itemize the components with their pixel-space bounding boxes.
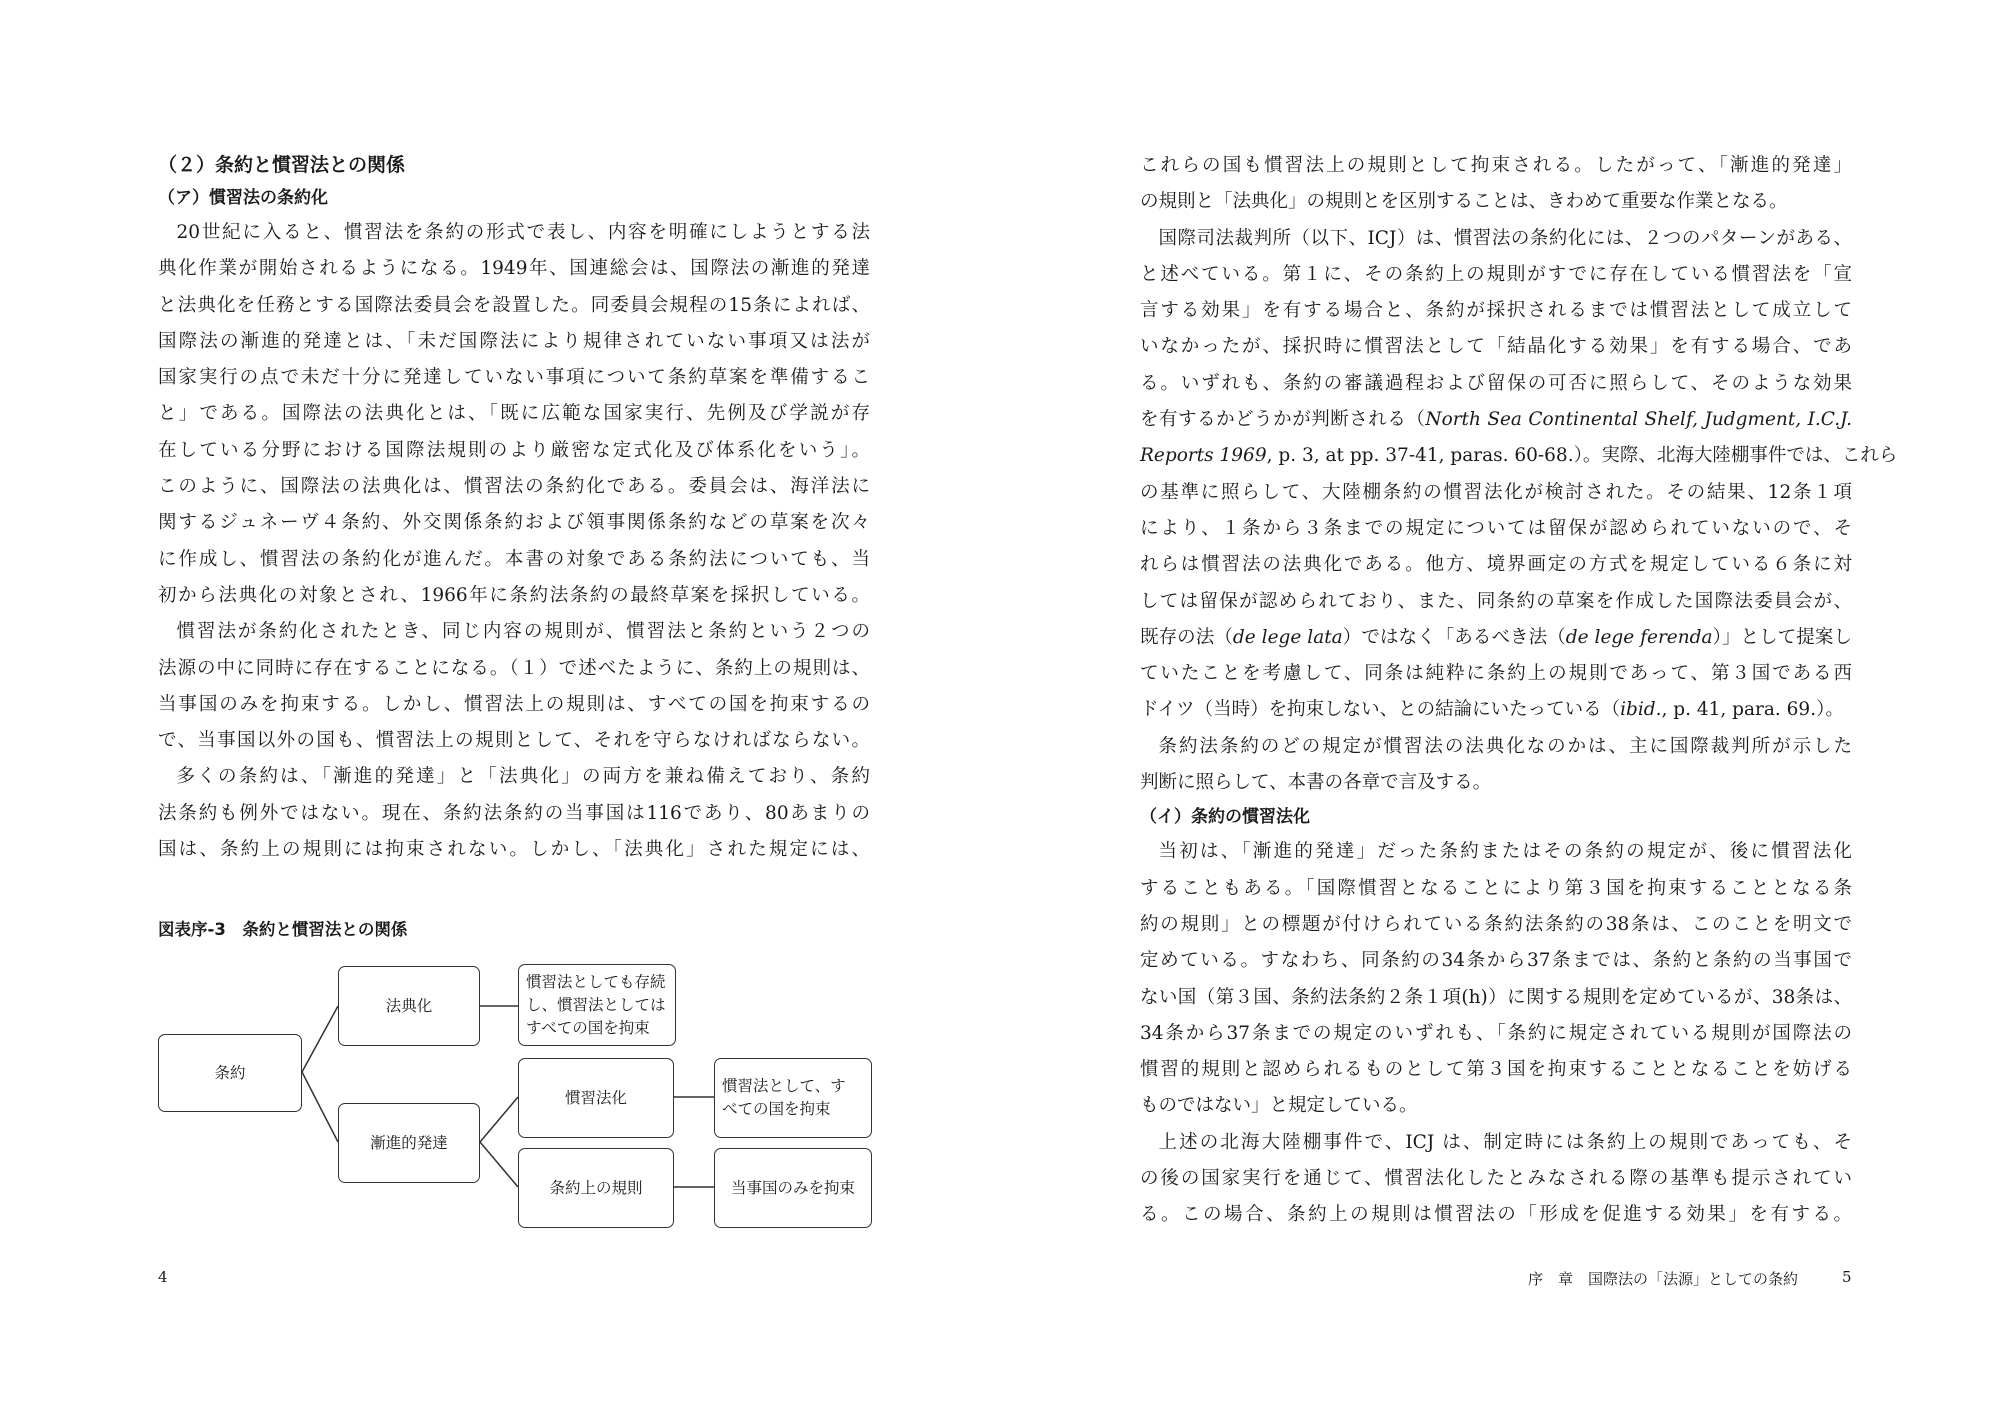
paragraph — [158, 759, 870, 868]
text-line: ていたことを考慮して、同条は純粋に条約上の規則であって、第３国である西 — [1140, 663, 1852, 685]
text-line: このように、国際法の法典化は、慣習法の条約化である。委員会は、海洋法に — [158, 476, 870, 498]
node-label: 慣習法化 — [564, 1088, 627, 1107]
case-name-italic: North Sea Continental Shelf, Judgment, I.C.J. — [1425, 409, 1852, 431]
connector-line — [302, 1006, 338, 1072]
text-span: , p. 41, para. 69.）。 — [1661, 699, 1844, 721]
text-line: の規則と「法典化」の規則とを区別することは、きわめて重要な作業となる。 — [1140, 191, 1788, 213]
page-number: 5 — [1842, 1268, 1852, 1286]
lex-line — [1140, 620, 1852, 656]
node-progressive-development — [338, 1103, 480, 1183]
text-line: 約の規則」との標題が付けられている条約法条約の38条は、このことを明文で — [1140, 913, 1852, 935]
text-line: ない国（第３国、条約法条約２条１項(h)）に関する規則を定めているが、38条は、 — [1140, 986, 1852, 1008]
ibid-line — [1140, 692, 1852, 728]
text-line: と法典化を任務とする国際法委員会を設置した。同委員会規程の15条によれば、 — [158, 294, 870, 316]
text-span: ）ではなく「あるべき法（ — [1342, 626, 1566, 648]
text-line: の後の国家実行を通じて、慣習法化したとみなされる際の基準も提示されてい — [1140, 1168, 1852, 1190]
text-line: いなかったが、採択時に慣習法として「結晶化する効果」を有する場合、であ — [1140, 336, 1852, 358]
citation-line — [1140, 438, 1898, 474]
left-text-column — [158, 148, 870, 868]
text-span: , p. 3, at pp. 37-41, paras. 60-68.）。実際、北海大陸棚事件では、これら — [1266, 445, 1898, 467]
citation-line — [1140, 402, 1852, 438]
text-line: と述べている。第１に、その条約上の規則がすでに存在している慣習法を「宣 — [1140, 263, 1852, 285]
latin-italic: de lege lata — [1232, 626, 1343, 648]
text-line: 慣習的規則と認められるものとして第３国を拘束することとなることを妨げる — [1140, 1059, 1852, 1081]
text-span: を有するかどうかが判断される（ — [1140, 409, 1426, 431]
node-codification-effect — [518, 964, 676, 1046]
paragraph — [1140, 729, 1852, 802]
connector-line — [480, 1142, 518, 1187]
node-label-line: すべての国を拘束 — [526, 1018, 650, 1037]
connector-line — [480, 1097, 518, 1142]
node-label-line: 慣習法としても存続 — [526, 972, 666, 991]
right-text-column — [1140, 148, 1898, 1234]
text-line: 初から法典化の対象とされ、1966年に条約法条約の最終草案を採択している。 — [158, 584, 870, 606]
text-line: る。いずれも、条約の審議過程および留保の可否に照らして、そのような効果 — [1140, 372, 1852, 394]
section-heading: （２）条約と慣習法との関係 — [158, 154, 406, 176]
node-customization-effect — [714, 1058, 872, 1138]
node-label-line: 慣習法として、す — [722, 1077, 846, 1095]
paragraph — [158, 614, 870, 759]
text-line: ものではない」と規定している。 — [1140, 1095, 1418, 1117]
sub-heading-a: （ア）慣習法の条約化 — [158, 188, 328, 208]
text-line: 20世紀に入ると、慣習法を条約の形式で表し、内容を明確にしようとする法 — [176, 222, 870, 243]
node-codification — [338, 966, 480, 1046]
figure-caption: 図表序-3 条約と慣習法との関係 — [158, 920, 408, 939]
page-number: 4 — [158, 1268, 168, 1286]
text-line: 当初は、「漸進的発達」だった条約またはその条約の規定が、後に慣習法化 — [1158, 841, 1852, 863]
text-line: 在している分野における国際法規則のより厳密な定式化及び体系化をいう」。 — [158, 439, 870, 461]
reporter-italic: Reports 1969 — [1140, 445, 1267, 467]
text-line: 国際司法裁判所（以下、ICJ）は、慣習法の条約化には、２つのパターンがある、 — [1158, 227, 1852, 249]
node-treaty-rule-effect — [714, 1148, 872, 1228]
right-page — [1000, 0, 2000, 1416]
text-span: ドイツ（当時）を拘束しない、との結論にいたっている（ — [1140, 699, 1621, 721]
text-line: で、当事国以外の国も、慣習法上の規則として、それを守らなければならない。 — [158, 730, 870, 752]
text-line: 国は、条約上の規則には拘束されない。しかし、「法典化」された規定には、 — [158, 839, 870, 861]
text-line: 言する効果」を有する場合と、条約が採択されるまでは慣習法として成立して — [1140, 300, 1852, 322]
sub-heading-i: （イ）条約の慣習法化 — [1140, 807, 1310, 828]
node-label-line: べての国を拘束 — [722, 1100, 831, 1118]
text-line: 定めている。すなわち、同条約の34条から37条までは、条約と条約の当事国で — [1140, 950, 1852, 972]
text-line: れらは慣習法の法典化である。他方、境界画定の方式を規定している６条に対 — [1140, 554, 1852, 576]
text-line: 多くの条約は、「漸進的発達」と「法典化」の両方を兼ね備えており、条約 — [176, 766, 870, 788]
node-label: 法典化 — [385, 996, 433, 1015]
running-head: 序 章 国際法の「法源」としての条約 — [1528, 1270, 1799, 1288]
text-line: 関するジュネーヴ４条約、外交関係条約および領事関係条約などの草案を次々 — [158, 512, 870, 534]
text-line: 当事国のみを拘束する。しかし、慣習法上の規則は、すべての国を拘束するの — [158, 693, 870, 715]
text-line: 典化作業が開始されるようになる。1949年、国連総会は、国際法の漸進的発達 — [158, 258, 870, 280]
latin-italic: de lege ferenda — [1565, 626, 1713, 648]
text-line: 上述の北海大陸棚事件で、ICJ は、制定時には条約上の規則であっても、そ — [1158, 1131, 1852, 1153]
paragraph — [1140, 221, 1898, 729]
node-label: 当事国のみを拘束 — [730, 1178, 855, 1197]
paragraph — [1140, 1125, 1852, 1234]
text-line: することもある。「国際慣習となることにより第３国を拘束することとなる条 — [1140, 877, 1852, 899]
text-line: 判断に照らして、本書の各章で言及する。 — [1140, 772, 1492, 794]
text-line: 条約法条約のどの規定が慣習法の法典化なのかは、主に国際裁判所が示した — [1158, 735, 1852, 757]
node-treaty — [158, 1034, 302, 1112]
text-line: 国際法の漸進的発達とは、「未だ国際法により規律されていない事項又は法が — [158, 330, 870, 352]
text-line: により、１条から３条までの規定については留保が認められていないので、そ — [1140, 517, 1852, 539]
text-span: 既存の法（ — [1140, 626, 1233, 648]
text-line: 国家実行の点で未だ十分に発達していない事項について条約草案を準備するこ — [158, 367, 870, 389]
text-line: 慣習法が条約化されたとき、同じ内容の規則が、慣習法と条約という２つの — [176, 621, 870, 643]
text-line: に作成し、慣習法の条約化が進んだ。本書の対象である条約法についても、当 — [158, 548, 870, 570]
node-label: 条約上の規則 — [549, 1178, 643, 1197]
text-line: 34条から37条までの規定のいずれも、「条約に規定されている規則が国際法の — [1140, 1022, 1852, 1044]
paragraph — [1140, 148, 1852, 221]
text-line: の基準に照らして、大陸棚条約の慣習法化が検討された。その結果、12条１項 — [1140, 481, 1852, 503]
node-label: 漸進的発達 — [370, 1133, 448, 1152]
text-span: ）」として提案し — [1712, 626, 1852, 648]
connector-line — [302, 1072, 338, 1142]
node-label-line: し、慣習法としては — [526, 995, 666, 1014]
text-line: しては留保が認められており、また、同条約の草案を作成した国際法委員会が、 — [1140, 590, 1852, 612]
ibid-italic: ibid. — [1620, 699, 1662, 721]
paragraph — [1140, 834, 1852, 1124]
text-line: る。この場合、条約上の規則は慣習法の「形成を促進する効果」を有する。 — [1140, 1204, 1852, 1226]
text-line: これらの国も慣習法上の規則として拘束される。したがって、「漸進的発達」 — [1140, 155, 1852, 176]
node-label: 条約 — [214, 1063, 246, 1082]
paragraph — [158, 215, 870, 614]
node-treaty-rule — [518, 1148, 674, 1228]
text-line: と」である。国際法の法典化とは、「既に広範な国家実行、先例及び学説が存 — [158, 403, 870, 425]
text-line: 法条約も例外ではない。現在、条約法条約の当事国は116であり、80あまりの — [158, 802, 870, 824]
text-line: 法源の中に同時に存在することになる。（１）で述べたように、条約上の規則は、 — [158, 657, 870, 679]
node-customization — [518, 1058, 674, 1138]
